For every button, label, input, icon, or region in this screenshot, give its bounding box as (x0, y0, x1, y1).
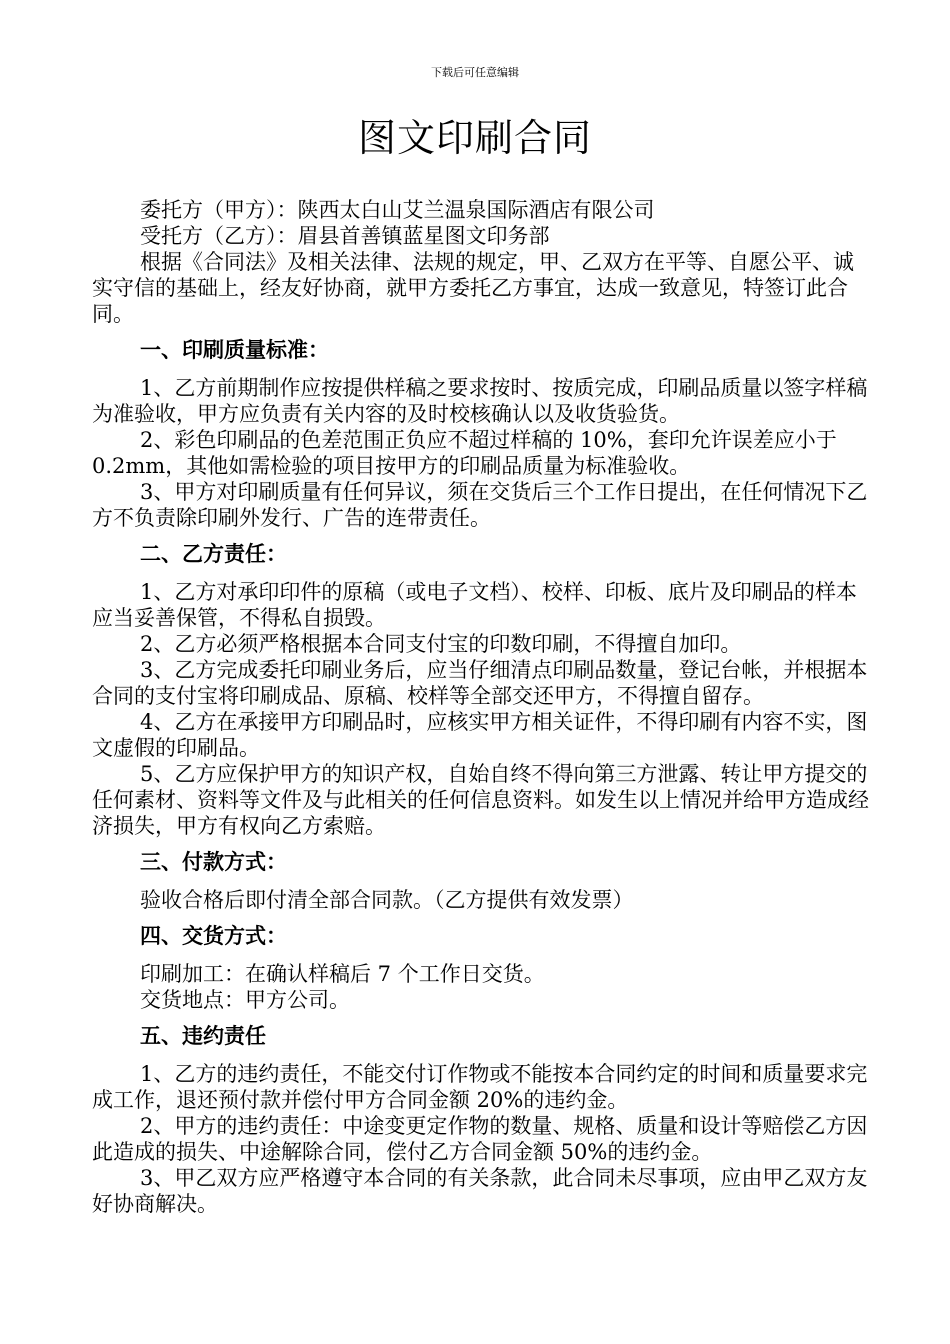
quality-item-3: 3、甲方对印刷质量有任何异议，须在交货后三个工作日提出，在任何情况下乙方不负责除印刷外发行、广告的连带责任。 (92, 480, 868, 530)
document-title: 图文印刷合同 (357, 116, 592, 160)
duty-item-4: 4、乙方在承接甲方印刷品时，应核实甲方相关证件，不得印刷有内容不实，图文虚假的印刷品。 (92, 710, 868, 760)
quality-item-2: 2、彩色印刷品的色差范围正负应不超过样稿的 10%，套印允许误差应小于 0.2mm，其他如需检验的项目按甲方的印刷品质量为标准验收。 (92, 428, 837, 478)
quality-item-1: 1、乙方前期制作应按提供样稿之要求按时、按质完成，印刷品质量以签字样稿为准验收，甲方应负责有关内容的及时校核确认以及收货验货。 (92, 376, 868, 426)
breach-item-2: 2、甲方的违约责任：中途变更定作物的数量、规格、质量和设计等赔偿乙方因此造成的损失、中途解除合同，偿付乙方合同金额 50%的违约金。 (92, 1114, 868, 1164)
duty-item-5: 5、乙方应保护甲方的知识产权，自始自终不得向第三方泄露、转让甲方提交的任何素材、资料等文件及与此相关的任何信息资料。如发生以上情况并给甲方造成经济损失，甲方有权向乙方索赔。 (92, 762, 869, 838)
section-heading-party-b-duties: 二、乙方责任： (140, 541, 287, 566)
breach-item-1: 1、乙方的违约责任，不能交付订作物或不能按本合同约定的时间和质量要求完成工作，退还预付款并偿付甲方合同金额 20%的违约金。 (92, 1062, 868, 1112)
section-heading-delivery: 四、交货方式： (140, 923, 287, 948)
delivery-item-1: 印刷加工：在确认样稿后 7 个工作日交货。 (140, 962, 545, 986)
duty-item-2: 2、乙方必须严格根据本合同支付宝的印数印刷，不得擅自加印。 (140, 632, 742, 656)
party-b: 受托方（乙方）：眉县首善镇蓝星图文印务部 (140, 224, 550, 248)
preamble: 根据《合同法》及相关法律、法规的规定，甲、乙双方在平等、自愿公平、诚实守信的基础上，经友好协商，就甲方委托乙方事宜，达成一致意见，特签订此合同。 (92, 250, 854, 326)
header-note: 下载后可任意编辑 (431, 66, 519, 79)
section-heading-payment: 三、付款方式： (140, 849, 287, 874)
contract-body (92, 197, 872, 1217)
duty-item-1: 1、乙方对承印印件的原稿（或电子文档）、校样、印板、底片及印刷品的样本应当妥善保管，不得私自损毁。 (92, 580, 857, 630)
section-heading-quality: 一、印刷质量标准： (140, 337, 329, 362)
section-heading-breach: 五、违约责任 (140, 1023, 266, 1048)
duty-item-3: 3、乙方完成委托印刷业务后，应当仔细清点印刷品数量，登记台帐，并根据本合同的支付宝将印刷成品、原稿、校样等全部交还甲方，不得擅自留存。 (92, 658, 868, 708)
delivery-item-2: 交货地点：甲方公司。 (140, 988, 350, 1012)
payment-item-1: 验收合格后即付清全部合同款。（乙方提供有效发票） (140, 888, 634, 912)
party-a: 委托方（甲方）：陕西太白山艾兰温泉国际酒店有限公司 (140, 198, 655, 222)
breach-item-3: 3、甲乙双方应严格遵守本合同的有关条款，此合同未尽事项，应由甲乙双方友好协商解决。 (92, 1166, 868, 1216)
